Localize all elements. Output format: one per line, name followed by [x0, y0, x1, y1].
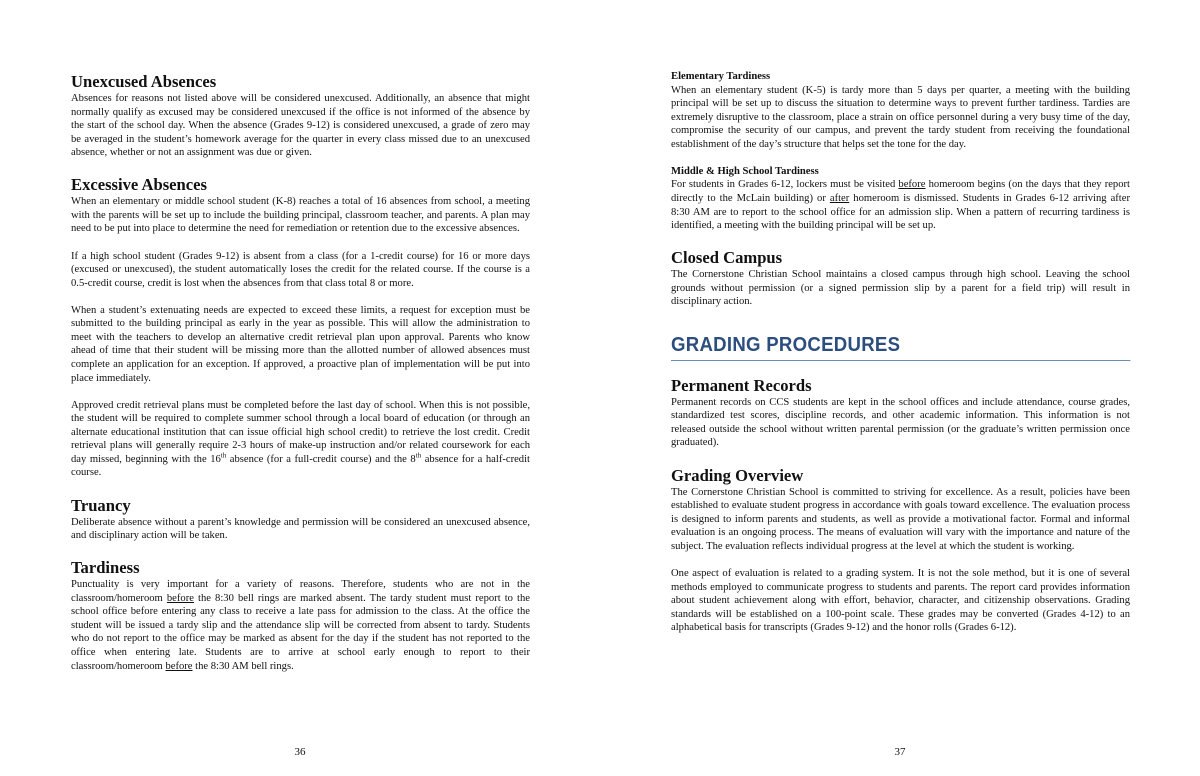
right-page: [671, 0, 1130, 776]
unexcused-absences-heading: Unexcused Absences: [71, 72, 217, 91]
closed-campus-heading: Closed Campus: [671, 248, 783, 268]
truancy-text: Deliberate absence without a parent’s knowledge and permission will be considered an unexcused absence, and disciplinary action will be taken.: [71, 516, 530, 542]
middle-high-tardiness-text: For students in Grades 6-12, lockers must be visited before homeroom begins (on the days that they report directly to the McLain building) or after homeroom is dismissed. Students in Grades 6-12 arriving after 8:30 AM are to report to the school office for an admission slip. When a pattern of recurring tardiness is identified, a meeting with the building principal will be set up.: [671, 179, 1130, 232]
tardiness-heading: Tardiness: [71, 558, 140, 578]
excessive-absences-heading: Excessive Absences: [71, 175, 207, 195]
tardiness-text: Punctuality is very important for a variety of reasons. Therefore, students who are not in the classroom/homeroom before the 8:30 bell rings are marked absent. The tardy student must report to the school office before entering any class to receive a late pass for admission to the class. At the office the student will be issued a tardy slip and the attendance slip will be corrected from absent to tardy. Students who do not report to the office may be marked as absent for the day if the student has not reported to the office when entering late. Students are to arrive at school early enough to report to their classroom/homeroom before the 8:30 AM bell rings.: [71, 579, 530, 672]
excessive-absences-text-2: If a high school student (Grades 9-12) is absent from a class (for a 1-credit course) for 16 or more days (excused or unexcused), the student automatically loses the credit for the related course. If the course is a 0.5-credit course, credit is lost when the absences from that class total 8 or more.: [71, 250, 530, 289]
permanent-records-text: Permanent records on CCS students are kept in the school offices and include attendance, course grades, standardized test scores, discipline records, and other academic information. This information is not released outside the school without written parental permission (or the graduate’s written permission once graduated).: [671, 396, 1130, 449]
truancy-heading: Truancy: [71, 495, 131, 515]
elementary-tardiness-text: When an elementary student (K-5) is tardy more than 5 days per quarter, a meeting with the building principal will be set up to discuss the situation to determine ways to prevent further tardiness. Tardies are extremely disruptive to the classroom, place a strain on office personnel during a very busy time of the day, compromise the security of our campus, and prevent the tardy student from receiving the foundational establishment of the day’s structure that helps set the tone for the day.: [671, 84, 1130, 150]
permanent-records-heading: Permanent Records: [671, 375, 812, 395]
grading-overview-heading: Grading Overview: [671, 465, 804, 485]
elementary-tardiness-heading: Elementary Tardiness: [671, 71, 771, 82]
excessive-absences-text-1: When an elementary or middle school student (K-8) reaches a total of 16 absences from school, a meeting with the parents will be set up to include the building principal, classroom teacher, and parents. A plan may need to be put into place to determine the need for remediation or retention due to the excessive absences.: [71, 196, 530, 235]
left-column: [71, 70, 530, 673]
left-page: [71, 0, 530, 776]
right-column: [671, 70, 1130, 635]
page-number-right: 37: [894, 746, 906, 758]
unexcused-absences-text: Absences for reasons not listed above will be considered unexcused. Additionally, an absence that might normally qualify as excused may be considered unexcused if the office is not informed of the absence by the start of the school day. When the absence (Grades 9-12) is considered unexcused, a grade of zero may be averaged in the student’s homework average for the quarter in every class missed due to an unexcused absence, whether or not an assignment was due or given.: [71, 93, 530, 159]
page-number-left: 36: [294, 746, 306, 758]
grading-overview-text-1: The Cornerstone Christian School is committed to striving for excellence. As a result, policies have been established to evaluate student progress in accordance with goals toward excellence. The evaluation process is designed to inform parents and students, as well as provide a motivational factor. Formal and informal evaluation is an ongoing process. The means of evaluation will vary with the importance and nature of the subject. The evaluation reflects individual progress at the level at which the student is working.: [671, 486, 1130, 552]
grading-overview-text-2: One aspect of evaluation is related to a grading system. It is not the sole method, but it is one of several methods employed to communicate progress to students and parents. The report card provides information about student achievement along with effort, behavior, character, and citizenship observations. Grading standards will be established on a 100-point scale. These grades may be converted (Grades 4-12) to an alphabetical basis for transcripts (Grades 9-12) and the honor rolls (Grades 6-12).: [671, 567, 1130, 634]
excessive-absences-text-3: When a student’s extenuating needs are expected to exceed these limits, a request for exception must be submitted to the building principal as early in the year as possible. This will allow the administration to meet with the teachers to develop an alternative credit retrieval plan upon approval. Parents who know ahead of time that their student will be missing more than the allotted number of allowed absences must complete an application for an exception. If approved, a proactive plan of implementation will be put into place immediately.: [71, 304, 530, 384]
grading-procedures-title: GRADING PROCEDURES: [671, 332, 1130, 361]
middle-high-tardiness-heading: Middle & High School Tardiness: [671, 165, 819, 177]
excessive-absences-text-4: Approved credit retrieval plans must be completed before the last day of school. When this is not possible, the student will be required to complete summer school through a local board of education (or through an alternate educational institution that can issue official high school credit) to retrieve the lost credit. Credit retrieval plans will generally require 2-3 hours of make-up instruction and/or related coursework for each day missed, beginning with the 16th absence (for a full-credit course) and the 8th absence for a half-credit course.: [71, 399, 530, 479]
closed-campus-text: The Cornerstone Christian School maintains a closed campus through high school. Leaving the school grounds without permission (or a signed permission slip by a parent for a field trip) will result in disciplinary action.: [671, 269, 1130, 308]
